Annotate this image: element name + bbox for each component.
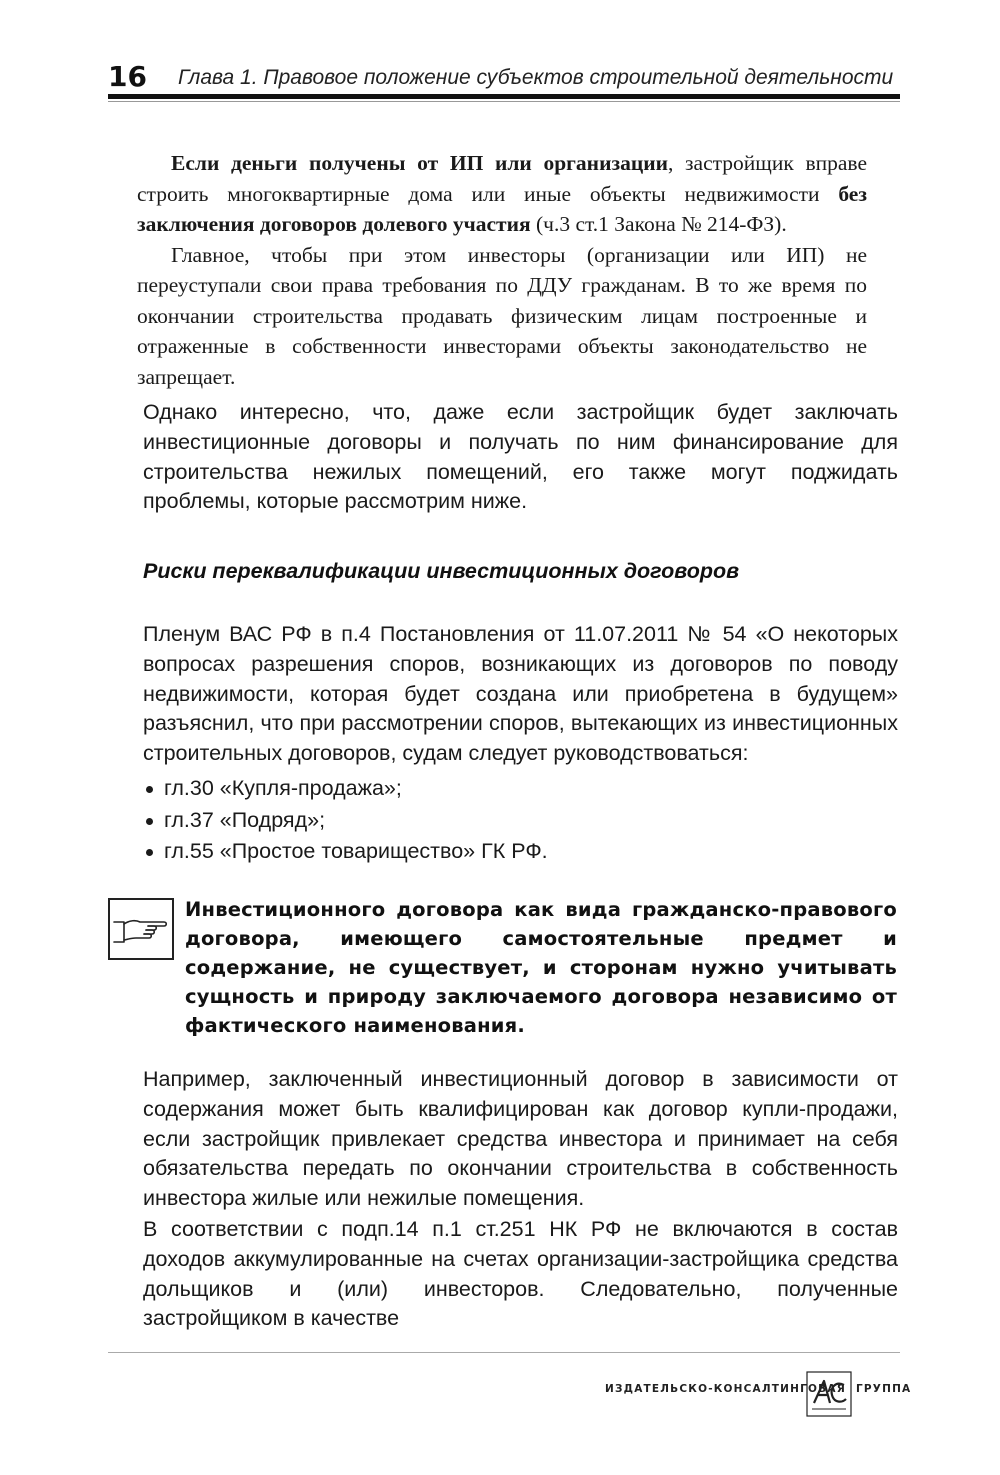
excerpt-text-2: (ч.3 ст.1 Закона № 214-ФЗ). <box>530 212 787 236</box>
pointing-hand-icon <box>108 898 174 960</box>
excerpt-text-1: , застройщик вправе строить многоквартирные дома или иные объекты недвижимости <box>137 151 867 206</box>
note-callout: Инвестиционного договора как вида гражданско-правового договора, имеющего самостоятельные предмет и содержание, не существует, и сторонам нужно учитывать сущность и природу заключаемого договора независимо от фактического наименования. <box>185 898 897 1037</box>
excerpt-bold-1: Если деньги получены от ИП или организации <box>171 151 669 175</box>
publisher-name-left: ИЗДАТЕЛЬСКО-КОНСАЛТИНГОВАЯ <box>605 1383 846 1395</box>
list-item: гл.55 «Простое товарищество» ГК РФ. <box>143 836 548 868</box>
paragraph-example-text: Например, заключенный инвестиционный договор в зависимости от содержания может быть квалифицирован как договор купли-продажи, если застройщик привлекает средства инвестора и принимает на себя обязательства передать по окончании строительства в собственность инвестора жилые или нежилые помещения. <box>143 1067 898 1211</box>
page-header <box>108 60 898 94</box>
list-item: гл.37 «Подряд»; <box>143 805 548 837</box>
bullet-list <box>143 773 548 868</box>
footer-rule <box>108 1352 900 1353</box>
paragraph-interesting <box>143 398 898 517</box>
quoted-excerpt <box>137 148 867 392</box>
ag-group-logo-icon <box>806 1371 852 1417</box>
paragraph-plenum-text: Пленум ВАС РФ в п.4 Постановления от 11.07.2011 № 54 «О некоторых вопросах разрешения споров, возникающих из договоров по поводу недвижимости, которая будет создана или приобретена в будущем» разъяснил, что при рассмотрении споров, вытекающих из инвестиционных строительных договоров, судам следует руководствоваться: <box>143 622 898 766</box>
header-rule <box>108 94 900 99</box>
paragraph-tax <box>143 1215 898 1334</box>
publisher-name-right: ГРУППА <box>856 1383 912 1395</box>
paragraph-plenum <box>143 620 898 769</box>
list-item: гл.30 «Купля-продажа»; <box>143 773 548 805</box>
excerpt-bold-2: без заключения договоров долевого участия <box>137 181 867 236</box>
paragraph-interesting-text: Однако интересно, что, даже если застройщик будет заключать инвестиционные договоры и получать по ним финансирование для строительства нежилых помещений, его также могут поджидать проблемы, которые рассмотрим ниже. <box>143 400 898 514</box>
header-rule-thin <box>108 101 900 102</box>
paragraph-example <box>143 1065 898 1214</box>
section-heading: Риски переквалификации инвестиционных договоров <box>143 559 740 583</box>
paragraph-tax-text: В соответствии с подп.14 п.1 ст.251 НК РФ не включаются в состав доходов аккумулированные на счетах организации-застройщика средства дольщиков и (или) инвесторов. Следовательно, полученные застройщиком в качестве <box>143 1217 898 1331</box>
page-number: 16 <box>108 60 147 93</box>
excerpt-paragraph-1 <box>137 148 867 240</box>
chapter-title: Глава 1. Правовое положение субъектов строительной деятельности <box>178 66 894 89</box>
excerpt-paragraph-2: Главное, чтобы при этом инвесторы (организации или ИП) не переуступали свои права требования по ДДУ гражданам. В то же время по окончании строительства продавать физическим лицам построенные и отраженные в собственности инвесторами объекты законодательство не запрещает. <box>137 242 867 389</box>
